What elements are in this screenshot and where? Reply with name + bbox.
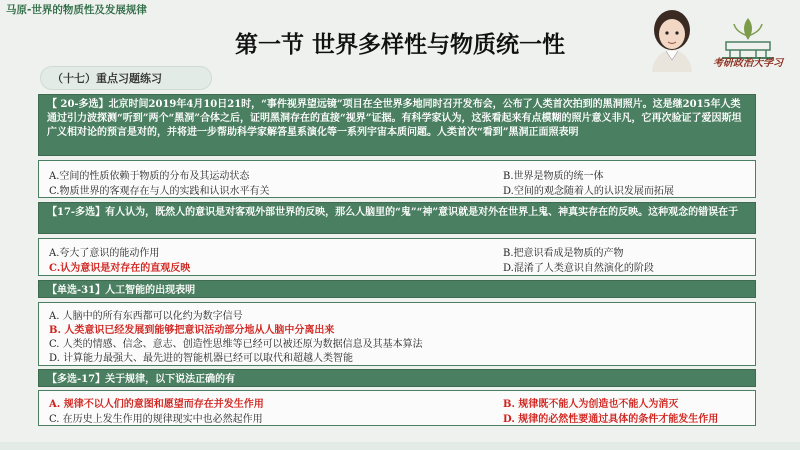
question-options (38, 238, 756, 276)
question-stem: 【 20-多选】北京时间2019年4月10日21时，“事件视界望远镜”项目在全世界多地同时召开发布会，公布了人类首次拍到的黑洞照片。这是继2015年人类通过引力波探测“听到”两个“黑洞”合体之后，证明黑洞存在的直接“视界”证据。有科学家认为，这张看起来有点模糊的照片意义非凡，它再次验证了爱因斯坦广义相对论的预言是对的，并将进一步帮助科学家解答星系演化等一系列宇宙本质问题。人类首次“看到”黑洞正面照表明 (38, 94, 756, 156)
question-stem: 【多选-17】关于规律，以下说法正确的有 (38, 369, 756, 387)
option-d: D. 计算能力最强大、最先进的智能机器已经可以取代和超越人类智能 (49, 353, 354, 364)
option-c: C. 在历史上发生作用的规律现实中也必然起作用 (49, 414, 263, 425)
question-options (38, 390, 756, 426)
avatar (646, 4, 698, 72)
option-a: A.空间的性质依赖于物质的分布及其运动状态 (49, 171, 250, 182)
option-d: D.空间的观念随着人的认识发展而拓展 (503, 186, 674, 197)
option-a: A. 人脑中的所有东西都可以化约为数字信号 (49, 311, 243, 322)
page-title: 第一节 世界多样性与物质统一性 (234, 31, 565, 58)
option-c-correct: C.认为意识是对存在的直观反映 (49, 263, 191, 274)
option-d-correct: D. 规律的必然性要通过具体的条件才能发生作用 (503, 414, 719, 425)
logo-text: 考研政治大学习 (713, 58, 783, 69)
question-options (38, 302, 756, 366)
section-label: （十七）重点习题练习 (52, 72, 162, 85)
option-b-correct: B. 人类意识已经发展到能够把意识活动部分地从人脑中分离出来 (49, 325, 335, 336)
option-d: D.混淆了人类意识自然演化的阶段 (503, 263, 654, 274)
option-b: B.把意识看成是物质的产物 (503, 248, 624, 259)
bottom-band (0, 442, 800, 450)
question-stem: 【单选-31】人工智能的出现表明 (38, 280, 756, 298)
question-options (38, 160, 756, 198)
option-c: C. 人类的情感、信念、意志、创造性思维等已经可以被还原为数据信息及其基本算法 (49, 339, 423, 350)
option-c: C.物质世界的客观存在与人的实践和认识水平有关 (49, 186, 270, 197)
breadcrumb: 马原-世界的物质性及发展规律 (6, 4, 147, 16)
option-b: B.世界是物质的统一体 (503, 171, 604, 182)
option-a-correct: A. 规律不以人们的意图和愿望而存在并发生作用 (49, 399, 264, 410)
option-b-correct: B. 规律既不能人为创造也不能人为消灭 (503, 399, 679, 410)
question-stem: 【17-多选】有人认为，既然人的意识是对客观外部世界的反映，那么人脑里的“鬼”“神”意识就是对外在世界上鬼、神真实存在的反映。这种观念的错误在于 (38, 202, 756, 234)
option-a: A.夸大了意识的能动作用 (49, 248, 160, 259)
